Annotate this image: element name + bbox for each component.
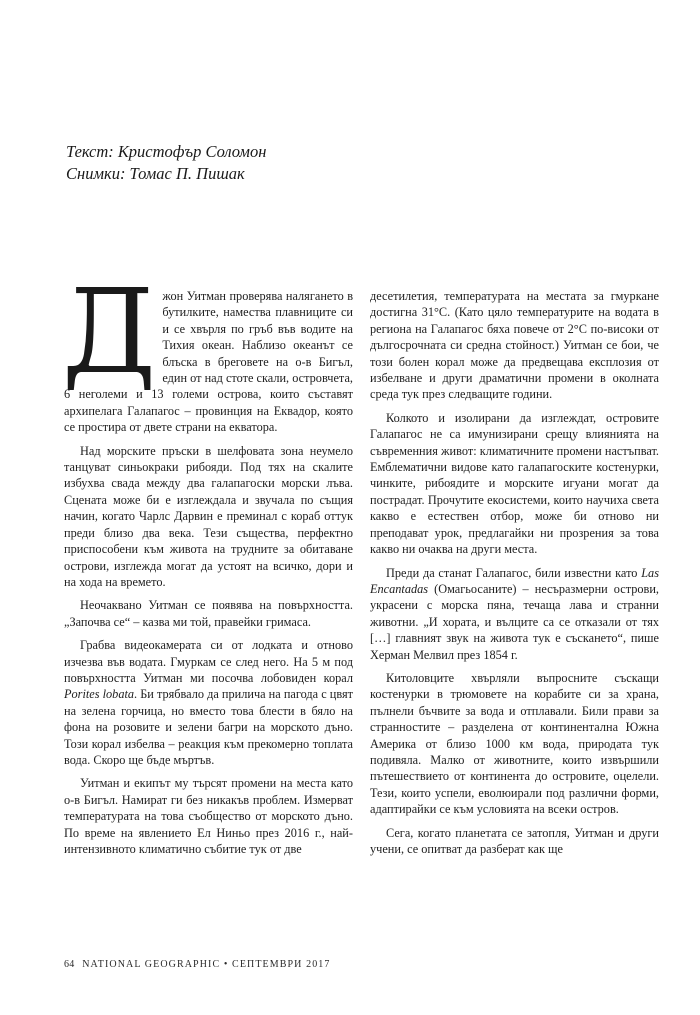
text-credit: Текст: Кристофър Соломон [66, 142, 267, 161]
paragraph [62, 265, 353, 436]
paragraph-text: . Би трябвало да прилича на пагода с цвят на зелена горчица, но вместо това блести в бяло на фона на розовите и зелени багри на морското дъно. Този корал избелва – реакция към прекомерно топлата вода. Скоро ще бъде мъртъв. [64, 687, 353, 767]
photo-credit: Снимки: Томас П. Пишак [66, 164, 245, 183]
paragraph: Сега, когато планетата се затопля, Уитман и други учени, се опитват да разберат как ще [370, 825, 659, 856]
paragraph: Над морските пръски в шелфовата зона неумело танцуват синьокраки рибояди. Под тях на скалите избухва свада между два галапагоски морски лъва. Сцената може би е изглеждала и звучала по същия начин, когато Чарлс Дарвин е преминал с кораб оттук преди близо два века. Тези същества, перфектно приспособени към живота на трудните за обитаване острови, изглежда могат да устоят на всичко, дори и на хода на времето. [64, 443, 353, 589]
paragraph: Уитман и екипът му търсят промени на места като о-в Бигъл. Намират ги без никакъв проблем. Измерват температурата на това съобщество от морското дъно. По време на явлението Ел Ниньо през 2016 г., най-интензивното климатично събитие тук от две [64, 776, 353, 856]
right-text-column [370, 288, 659, 864]
paragraph [370, 565, 659, 663]
species-name: Porites lobata [64, 687, 135, 702]
article-credits [66, 141, 266, 185]
left-text-column [62, 265, 353, 864]
paragraph: Китоловците хвърляли въпросните съскащи костенурки в трюмовете на корабите си за храна, пълнели бъчвите за вода и отплавали. Били прави за странностите – разделена от континентална Южна Америка от близо 1000 км вода, природата тук подивяла. Малко от животните, които извършили пътешествието от континента до островите, оцелели. Тези, които успели, еволюирали под различни форми, адаптирайки се към условията на всеки остров. [370, 670, 659, 817]
page-footer [64, 959, 331, 970]
publication-line: NATIONAL GEOGRAPHIC • СЕПТЕМВРИ 2017 [82, 959, 331, 970]
drop-cap: Д [62, 265, 157, 400]
page-number: 64 [64, 959, 75, 970]
paragraph [64, 637, 353, 768]
paragraph: Колкото и изолирани да изглеждат, островите Галапагос не са имунизирани срещу влиянията на съвременния живот: климатичните промени настъпват. Емблематични видове като галапагоските костенурки, чинките, рибоядите и морските игуани могат да пострадат. Прочутите екосистеми, които научиха света какво е естествен отбор, може би отново ни преподават урок, предлагайки ни прозрения за това какво ни очаква на други места. [370, 410, 659, 557]
paragraph-text: (Омагьосаните) – несъразмерни острови, украсени с морска пяна, течаща лава и странни животни. „И хората, и вълците са се отказали от тях […] главният звук на живота тук е съскането“, пише Херман Мелвил през 1854 г. [370, 581, 659, 662]
historical-name: Las Encantadas [370, 565, 659, 596]
paragraph-text: Преди да станат Галапагос, били известни като [386, 565, 642, 580]
paragraph-text: жон Уитман проверява налягането в бутилките, намества плавниците си и се хвърля по гръб във водите на Тихия океан. Наблизо океанът се блъска в бреговете на о-в Бигъл, един от над стоте скали, островчета, 6 неголеми и 13 големи острова, които съставят архипелага Галапагос – провинция на Еквадор, която се простира от двете страни на екватора. [64, 289, 353, 435]
paragraph: Неочаквано Уитман се появява на повърхността. „Започва се“ – казва ми той, правейки гримаса. [64, 598, 353, 629]
paragraph: десетилетия, температурата на местата за гмуркане достигна 31°C. (Като цяло температурите на водата в региона на Галапагос бяха повече от 2°C по-високи от дългосрочната си средна стойност.) Уитман се бои, че този болен корал може да предвещава експлозия от избелване и други драматични промени в околната среда тук през следващите години. [370, 289, 659, 402]
paragraph-text: Грабва видеокамерата си от лодката и отново изчезва във водата. Гмуркам се след него. На 5 м под повърхността Уитман ми посочва лобовиден корал [64, 638, 353, 685]
